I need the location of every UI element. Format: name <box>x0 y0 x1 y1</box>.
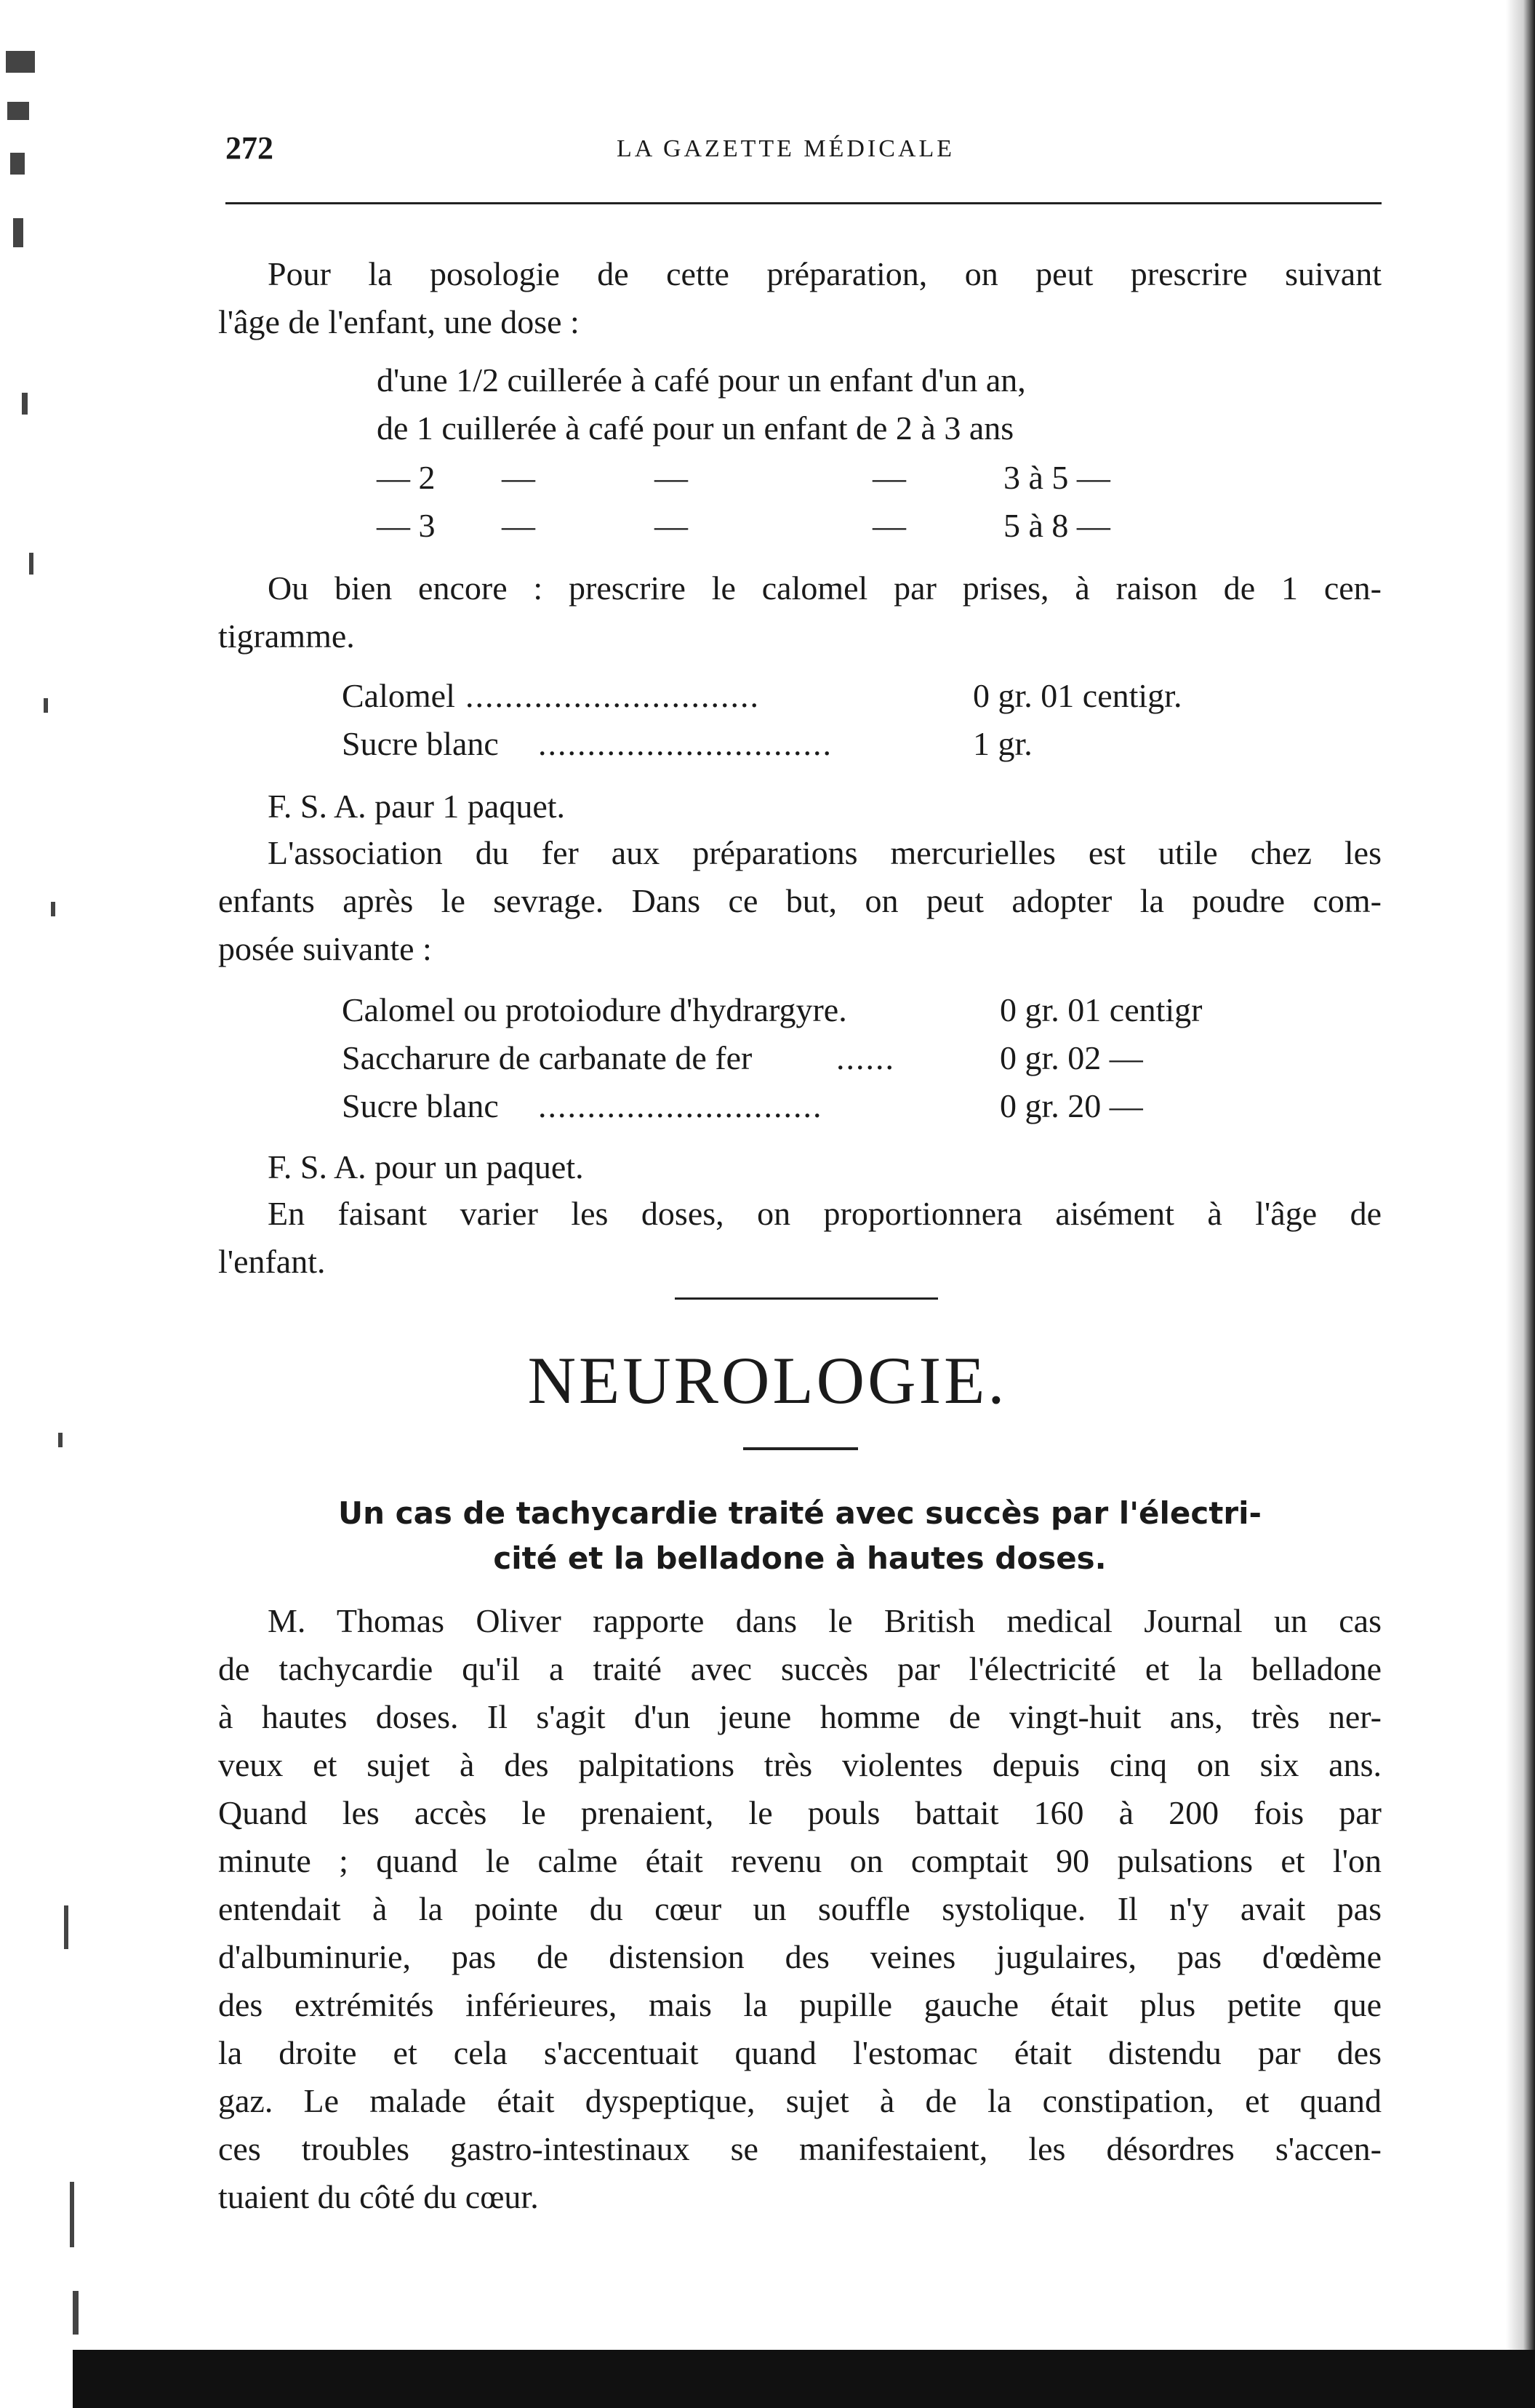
scan-edge-right <box>1506 0 1535 2408</box>
assoc-line-3: posée suivante : <box>218 930 432 967</box>
intro-line-1: Pour la posologie de cette préparation, on peut prescrire suivant <box>268 255 1382 292</box>
section-title: NEUROLOGIE. <box>527 1343 1008 1417</box>
ou-bien-line-1: Ou bien encore : prescrire le calomel par prises, à raison de 1 cen- <box>268 569 1382 607</box>
running-title: LA GAZETTE MÉDICALE <box>617 135 955 162</box>
scan-edge-bottom <box>73 2350 1535 2408</box>
fsa-2: F. S. A. pour un paquet. <box>268 1148 584 1185</box>
document-page: 272 LA GAZETTE MÉDICALE Pour la posologie de cette préparation, on peut prescrire suivant l'âge de l'enfant, une dose : d'une 1/2 cuillerée à café pour un enfant d'un an, de 1 cuillerée à café pour un enfant de 2 à 3 ans — 2 — — — 3 à 5 — — 3 — — — 5 à 8 — Ou bien encore : prescrire le calomel par prises, à raison de 1 cen- tigramme. Calomel .............................. 0 gr. 01 centigr. Sucre blanc .............................. 1 gr. F. S. A. paur 1 paquet. L'association du fer aux préparations mercurielles est utile chez les enfants après le sevrage. Dans ce but, on peut adopter la poudre com- posée suivante : Calomel ou protoiodure d'hydrargyre. 0 gr. 01 centigr Saccharure de carbanate de fer ...... 0 gr. 02 — Sucre blanc ............................. 0 gr. 20 — F. S. A. pour un paquet. En faisant varier les doses, on proportionnera aisément à l'âge de l'enfant. NEUROLOGIE. Un cas de tachycardie traité avec succès par l'électri- cité et la belladone à hautes doses. M. Thomas Oliver rapporte dans le British medical Journal un cas de tachycardie qu'il a traité avec succès par l'électricité et la belladone à hautes doses. Il s'agit d'un jeune homme de vingt-huit ans, très ner- veux et sujet à des palpitations très violentes depuis cinq on six ans. Quand les accès le prenaient, le pouls battait 160 à 200 fois par minute ; quand le calme était revenu on comptait 90 pulsations et l'on entendait à la pointe du cœur un souffle systolique. Il n'y avait pas d'albuminurie, pas de distension des veines jugulaires, pas d'œdème des extrémités inférieures, mais la pupille gauche était plus petite que la droite et cela s'accentuait quand l'estomac était distendu par des gaz. Le malade était dyspeptique, sujet à de la constipation, et quand ces troubles gastro-intestinaux se manifestaient, les désordres s'accen- tuaient du côté du cœur. <box>0 0 1535 2408</box>
page-number: 272 <box>225 130 273 166</box>
ou-bien-line-2: tigramme. <box>218 617 355 655</box>
assoc-line-1: L'association du fer aux préparations mercurielles est utile chez les <box>268 834 1382 871</box>
doses-line-2: l'enfant. <box>218 1243 326 1280</box>
article-subtitle-line-1: Un cas de tachycardie traité avec succès par l'électri- <box>338 1495 1262 1531</box>
header-rule <box>225 202 1382 204</box>
article-subtitle-line-2: cité et la belladone à hautes doses. <box>493 1540 1107 1576</box>
assoc-line-2: enfants après le sevrage. Dans ce but, on peut adopter la poudre com- <box>218 882 1382 919</box>
dose-line-1: d'une 1/2 cuillerée à café pour un enfant d'un an, <box>377 361 1026 399</box>
fsa-1: F. S. A. paur 1 paquet. <box>268 788 566 825</box>
dose-line-2: de 1 cuillerée à café pour un enfant de 2 à 3 ans <box>377 409 1014 447</box>
left-margin-specks <box>0 0 58 2408</box>
section-divider-bottom <box>743 1447 858 1450</box>
intro-line-2: l'âge de l'enfant, une dose : <box>218 303 580 340</box>
doses-line-1: En faisant varier les doses, on proportionnera aisément à l'âge de <box>268 1195 1382 1232</box>
section-divider-top <box>675 1297 938 1300</box>
